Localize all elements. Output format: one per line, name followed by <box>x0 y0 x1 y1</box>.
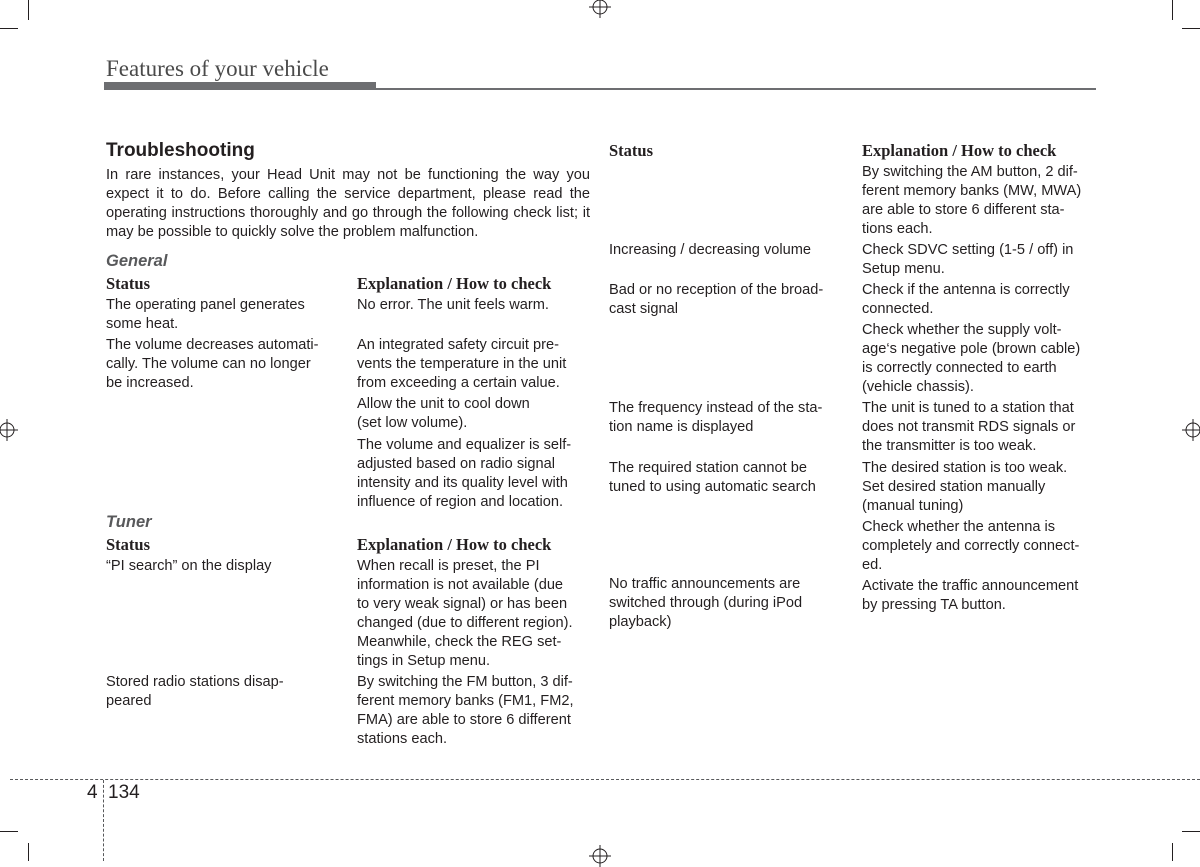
subsection-title-general: General <box>106 252 168 270</box>
table-cell-status: No traffic announcements are switched through (during iPod playback) <box>609 576 803 630</box>
general-col-explanation: Explanation / How to check <box>357 274 552 293</box>
table-cell-status: The volume decreases automati- cally. The volume can no longer be increased. <box>106 337 319 391</box>
table-cell-explanation: An integrated safety circuit pre- vents the temperature in the unit from exceeding a certain value. <box>357 337 567 391</box>
table-cell-explanation: By switching the FM button, 3 dif- ferent memory banks (FM1, FM2, FMA) are able to store 6 different stations each. <box>357 674 574 747</box>
crop-mark-top-right-h <box>1182 28 1200 29</box>
table-cell-explanation: The unit is tuned to a station that does not transmit RDS signals or the transmitter is too weak. <box>862 400 1076 454</box>
table-cell-explanation: Check whether the supply volt- age‘s negative pole (brown cable) is correctly connected to earth (vehicle chassis). <box>862 322 1081 395</box>
crop-mark-top-left <box>28 0 29 20</box>
right-col-explanation: Explanation / How to check <box>862 141 1057 160</box>
crop-mark-bottom-left <box>28 843 29 861</box>
table-cell-status: Increasing / decreasing volume <box>609 242 811 258</box>
page-number: 134 <box>108 782 140 803</box>
header-rule-thin <box>376 88 1096 90</box>
tuner-col-status: Status <box>106 535 151 554</box>
crop-mark-top-right <box>1172 0 1173 20</box>
registration-mark-icon <box>589 845 611 867</box>
crop-mark-bottom-left-h <box>0 831 18 832</box>
table-cell-status: The operating panel generates some heat. <box>106 297 305 332</box>
subsection-title-tuner: Tuner <box>106 513 152 531</box>
table-cell-explanation: Check whether the antenna is completely and correctly connect- ed. <box>862 519 1080 573</box>
table-cell-explanation: Allow the unit to cool down (set low volume). <box>357 396 530 431</box>
registration-mark-icon <box>589 0 611 18</box>
table-cell-explanation: The desired station is too weak. Set desired station manually (manual tuning) <box>862 460 1068 514</box>
general-col-status: Status <box>106 274 151 293</box>
table-cell-explanation: Activate the traffic announcement by pressing TA button. <box>862 578 1079 613</box>
table-cell-status: The frequency instead of the sta- tion name is displayed <box>609 400 823 435</box>
section-intro: In rare instances, your Head Unit may not be functioning the way you expect it to do. Before calling the service department, please read the operating instructions thoroughly and go through the following check list; it may be possible to quickly solve the problem malfunction. <box>106 167 590 240</box>
footer-divider <box>103 780 104 861</box>
crop-mark-top-left-h <box>0 28 18 29</box>
table-cell-explanation: Check if the antenna is correctly connected. <box>862 282 1070 317</box>
table-cell-explanation: By switching the AM button, 2 dif- ferent memory banks (MW, MWA) are able to store 6 different sta- tions each. <box>862 164 1082 237</box>
tuner-col-explanation: Explanation / How to check <box>357 535 552 554</box>
registration-mark-icon <box>0 419 18 441</box>
table-cell-explanation: When recall is preset, the PI information is not available (due to very weak signal) or has been changed (due to different region). Meanwhile, check the REG set- tings in Setup menu. <box>357 558 573 669</box>
table-cell-status: The required station cannot be tuned to using automatic search <box>609 460 816 495</box>
table-cell-explanation: Check SDVC setting (1-5 / off) in Setup menu. <box>862 242 1074 277</box>
running-header-title: Features of your vehicle <box>106 56 329 81</box>
section-title: Troubleshooting <box>106 140 255 161</box>
chapter-number: 4 <box>87 782 98 803</box>
table-cell-status: “PI search” on the display <box>106 558 272 574</box>
header-rule-thick <box>104 82 376 90</box>
table-cell-explanation: No error. The unit feels warm. <box>357 297 549 313</box>
table-cell-status: Stored radio stations disap- peared <box>106 674 284 709</box>
crop-mark-bottom-right <box>1172 843 1173 861</box>
table-cell-status: Bad or no reception of the broad- cast signal <box>609 282 824 317</box>
registration-mark-icon <box>1182 419 1200 441</box>
crop-mark-bottom-right-h <box>1182 831 1200 832</box>
footer-rule <box>10 779 1200 780</box>
right-col-status: Status <box>609 141 654 160</box>
table-cell-explanation: The volume and equalizer is self- adjusted based on radio signal intensity and its quality level with influence of region and location. <box>357 437 572 510</box>
